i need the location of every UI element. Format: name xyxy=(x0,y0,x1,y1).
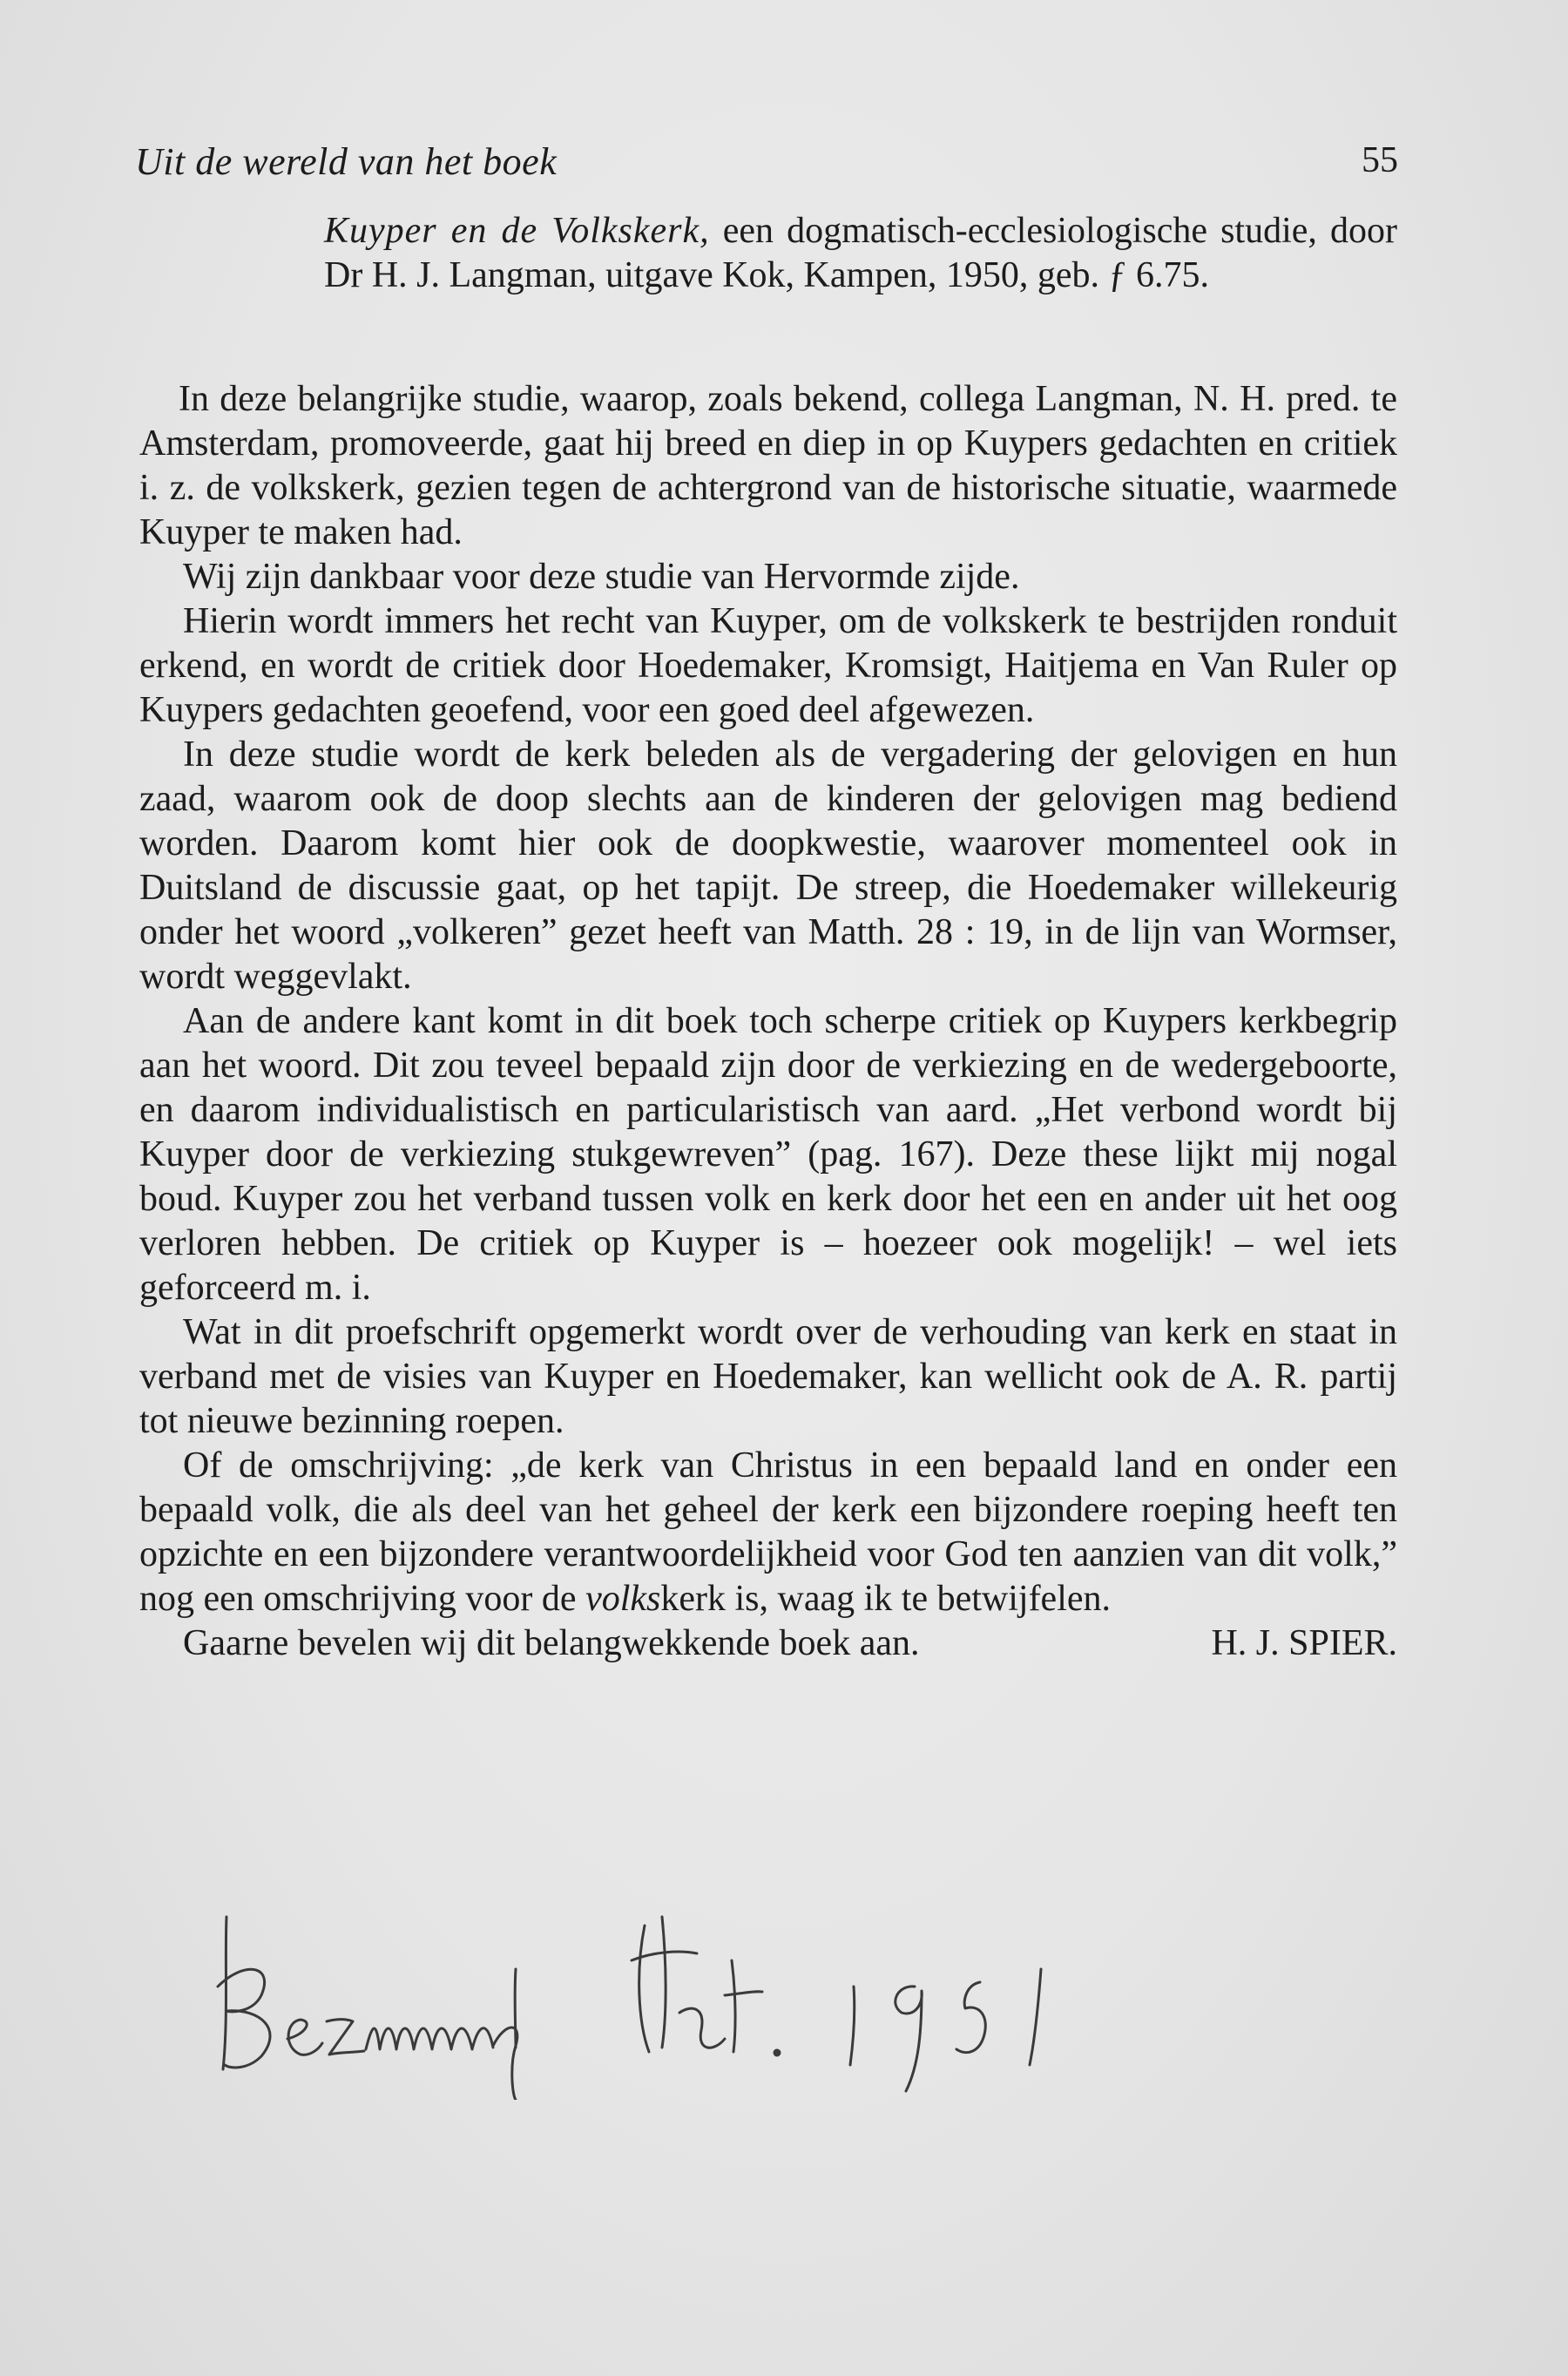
running-head-title: Uit de wereld van het boek xyxy=(135,140,558,183)
signoff-line xyxy=(139,1621,1397,1666)
closing-sentence: Gaarne bevelen wij dit belangwekkende boek aan. xyxy=(183,1623,920,1663)
review-paragraph: In deze studie wordt de kerk beleden als de vergadering der gelovigen en hun zaad, waarom ook de doop slechts aan de kinderen der gelovigen mag bediend worden. Daarom komt hier ook de doopkwestie, waarover momenteel ook in Duitsland de discussie gaat, op het tapijt. De streep, die Hoedemaker willekeurig onder het woord „volkeren” gezet heeft van Matth. 28 : 19, in de lijn van Wormser, wordt weggevlakt. xyxy=(139,734,1397,997)
book-reference xyxy=(324,209,1397,298)
running-head xyxy=(135,139,1398,192)
review-paragraph: Aan de andere kant komt in dit boek toch scherpe critiek op Kuypers kerkbegrip aan het woord. Dit zou teveel bepaald zijn door de verkiezing en de wedergeboorte, en daarom individualistisch en particularistisch van aard. „Het verbond wordt bij Kuyper door de verkiezing stukgewreven” (pag. 167). Deze these lijkt mij nogal boud. Kuyper zou het verband tussen volk en kerk door het een en ander uit het oog verloren hebben. De critiek op Kuyper is – hoezeer ook mogelijk! – wel iets geforceerd m. i. xyxy=(139,1001,1397,1308)
book-title: Kuyper en de Volkskerk, xyxy=(324,211,710,251)
handwritten-note xyxy=(192,1891,1237,2100)
book-details: een dogmatisch-ecclesiologische studie, door Dr H. J. Langman, uitgave Kok, Kampen, 1950, geb. ƒ 6.75. xyxy=(324,211,1397,295)
review-paragraph: Hierin wordt immers het recht van Kuyper, om de volkskerk te bestrijden ronduit erkend, en wordt de critiek door Hoedemaker, Kromsigt, Haitjema en Van Ruler op Kuypers gedachten geoefend, voor een goed deel afgewezen. xyxy=(139,601,1397,730)
page-number: 55 xyxy=(1362,140,1398,180)
review-paragraph: Wij zijn dankbaar voor deze studie van Hervormde zijde. xyxy=(183,557,1020,597)
review-author: H. J. SPIER. xyxy=(1211,1623,1397,1663)
review-paragraph: In deze belangrijke studie, waarop, zoals bekend, collega Langman, N. H. pred. te Amsterdam, promoveerde, gaat hij breed en diep in op Kuypers gedachten en critiek i. z. de volkskerk, gezien tegen de achtergrond van de historische situatie, waarmede Kuyper te maken had. xyxy=(139,379,1397,552)
review-body xyxy=(139,377,1397,1666)
review-paragraph: Wat in dit proefschrift opgemerkt wordt over de verhouding van kerk en staat in verband met de visies van Kuyper en Hoedemaker, kan wellicht ook de A. R. partij tot nieuwe bezinning roepen. xyxy=(139,1312,1397,1441)
last-paragraph-text: Of de omschrijving: „de kerk van Christus in een bepaald land en onder een bepaald volk, die als deel van het geheel der kerk een bijzondere roeping heeft ten opzichte en een bijzondere verantwoordelijkheid voor God ten aanzien van dit volk,” nog een omschrijving voor de xyxy=(139,1445,1397,1619)
review-paragraph-last xyxy=(139,1444,1397,1621)
handwritten-note-drawing xyxy=(192,1891,1237,2100)
last-paragraph-tail: kerk is, waag ik te betwijfelen. xyxy=(660,1579,1112,1619)
emphasized-word: volks xyxy=(585,1579,661,1619)
